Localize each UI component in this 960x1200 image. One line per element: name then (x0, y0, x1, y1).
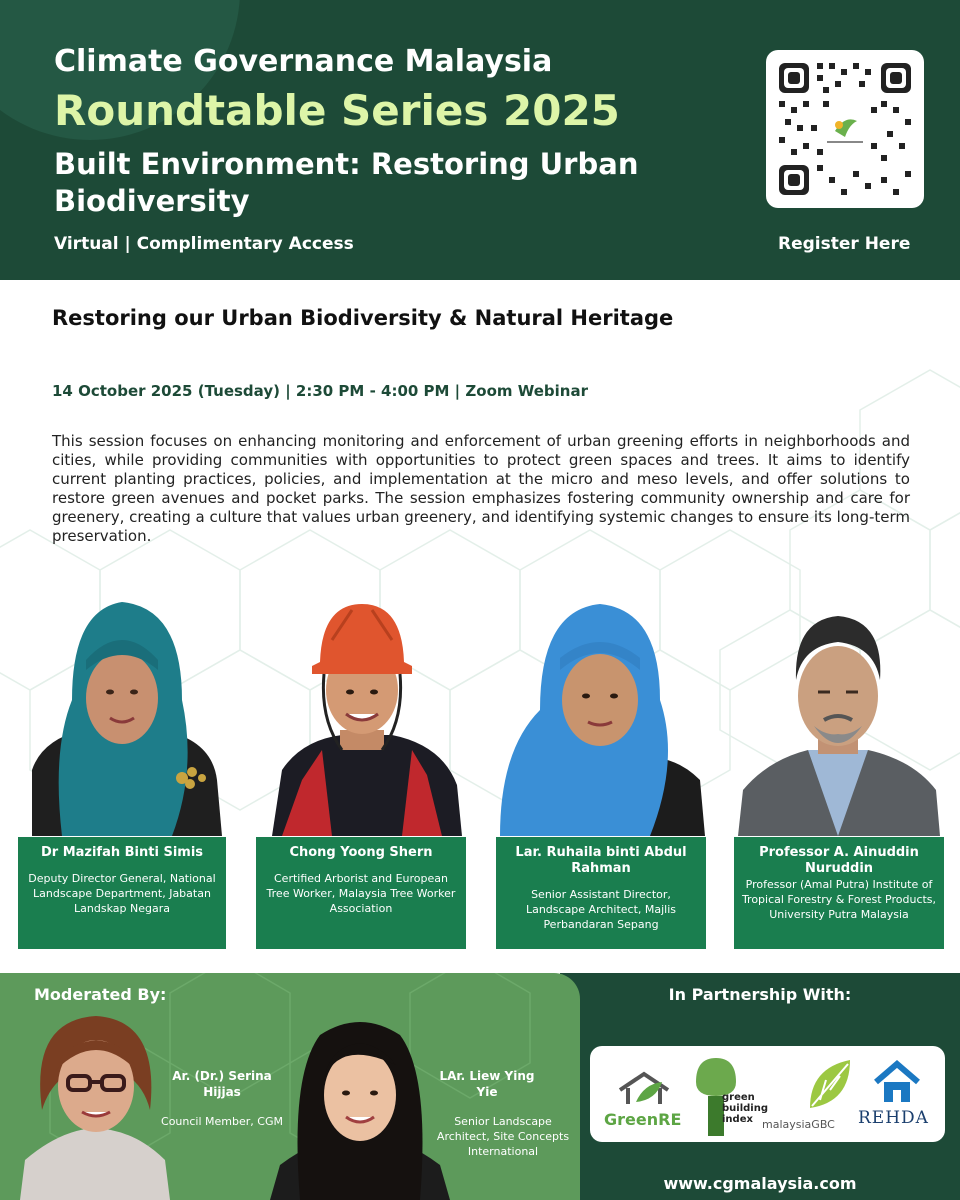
register-link[interactable]: Register Here (778, 234, 911, 254)
topic-title: Built Environment: Restoring Urban Biodiversity (54, 147, 639, 218)
registration-qr-code[interactable] (766, 50, 924, 208)
greenre-logo-icon (616, 1070, 672, 1106)
gbi-logo-text: green building index (722, 1092, 768, 1125)
speaker-card-2 (256, 837, 466, 949)
session-description: This session focuses on enhancing monitoring and enforcement of urban greening efforts in neighborhoods and cities, while providing communities with opportunities to protect green spaces and trees. It aims to identify current planting practices, policies, and implementation at the micro and meso levels, and offer solutions to restore green avenues and pocket parks. The session emphasizes fostering community ownership and care for greenery, creating a culture that values urban greenery, and identifying systemic changes to ensure its long-term preservation. (52, 432, 910, 545)
organization-name: Climate Governance Malaysia (54, 44, 553, 79)
rehda-logo-text: REHDA (858, 1108, 929, 1128)
speaker-photo-2 (262, 600, 462, 836)
partner-logos (590, 1046, 945, 1142)
speaker-name: Chong Yoong Shern (289, 845, 433, 860)
speaker-role: Senior Assistant Director, Landscape Architect, Majlis Perbandaran Sepang (525, 888, 677, 931)
moderator-name-2: LAr. Liew Ying Yie (439, 1069, 535, 1099)
website-link[interactable]: www.cgmalaysia.com (663, 1174, 857, 1193)
speaker-card-3 (496, 837, 706, 949)
moderator-role-2: Senior Landscape Architect, Site Concepts International (436, 1115, 570, 1158)
speaker-name: Professor A. Ainuddin Nuruddin (759, 845, 919, 876)
speaker-card-4 (734, 837, 944, 949)
speaker-name: Lar. Ruhaila binti Abdul Rahman (515, 845, 687, 876)
speaker-role: Certified Arborist and European Tree Worker, Malaysia Tree Worker Association (266, 872, 456, 915)
speaker-card-1 (18, 837, 226, 949)
malaysiagbc-leaf-icon (804, 1058, 854, 1110)
qr-code-icon (775, 59, 915, 199)
access-info: Virtual | Complimentary Access (54, 234, 354, 254)
greenre-logo-text: GreenRE (604, 1110, 682, 1129)
speaker-role: Deputy Director General, National Landscape Department, Jabatan Landskap Negara (28, 872, 216, 915)
malaysiagbc-logo-text: malaysiaGBC (762, 1118, 835, 1131)
speaker-role: Professor (Amal Putra) Institute of Tropical Forestry & Forest Products, University Putra Malaysia (741, 878, 937, 921)
moderator-name-1: Ar. (Dr.) Serina Hijjas (172, 1069, 272, 1099)
session-title: Restoring our Urban Biodiversity & Natural Heritage (52, 306, 674, 330)
speaker-photo-3 (500, 600, 705, 836)
moderators-title: Moderated By: (34, 985, 167, 1004)
speaker-name: Dr Mazifah Binti Simis (40, 845, 204, 860)
moderator-role-1: Council Member, CGM (161, 1115, 283, 1128)
partnership-title: In Partnership With: (668, 985, 852, 1004)
moderator-photo-2 (270, 1015, 450, 1200)
speaker-photo-4 (738, 600, 940, 836)
rehda-house-icon (872, 1060, 922, 1104)
speaker-photo-1 (22, 600, 222, 836)
series-title: Roundtable Series 2025 (54, 86, 620, 135)
moderator-photo-1 (20, 1010, 170, 1200)
session-datetime: 14 October 2025 (Tuesday) | 2:30 PM - 4:00 PM | Zoom Webinar (52, 382, 588, 400)
